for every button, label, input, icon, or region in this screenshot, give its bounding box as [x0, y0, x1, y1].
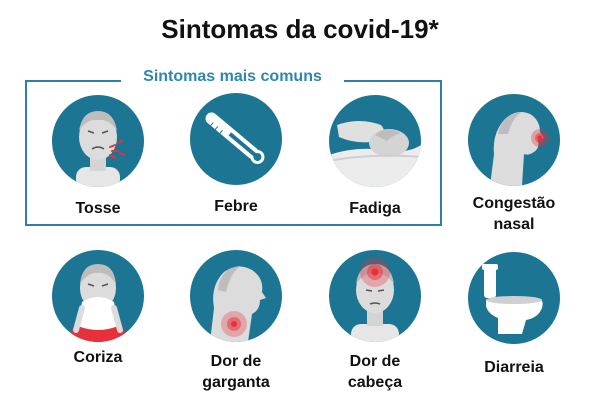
- cough-icon: [52, 95, 144, 187]
- sleeping-person-icon: [329, 95, 421, 187]
- symptom-label-nasal-congestion: Congestão nasal: [472, 195, 556, 233]
- symptom-label-headache: Dor de cabeça: [347, 353, 403, 391]
- symptom-label-diarrhea: Diarreia: [484, 359, 544, 376]
- sore-throat-icon: [190, 250, 282, 342]
- symptom-label-fatigue: Fadiga: [349, 200, 401, 217]
- symptom-label-fever: Febre: [214, 198, 258, 215]
- box-divider-right: [344, 80, 442, 82]
- symptom-label-sore-throat: Dor de garganta: [202, 353, 270, 391]
- headache-icon: [329, 250, 421, 342]
- symptom-label-cough: Tosse: [75, 200, 121, 217]
- thermometer-icon: [190, 93, 282, 185]
- nasal-congestion-icon: [468, 94, 560, 186]
- common-symptoms-label: Sintomas mais comuns: [121, 68, 344, 86]
- toilet-icon: [468, 252, 560, 344]
- symptom-label-runny-nose: Coriza: [73, 349, 123, 366]
- runny-nose-icon: [52, 250, 144, 342]
- page-title: Sintomas da covid-19*: [161, 14, 439, 44]
- box-divider-left: [25, 80, 121, 82]
